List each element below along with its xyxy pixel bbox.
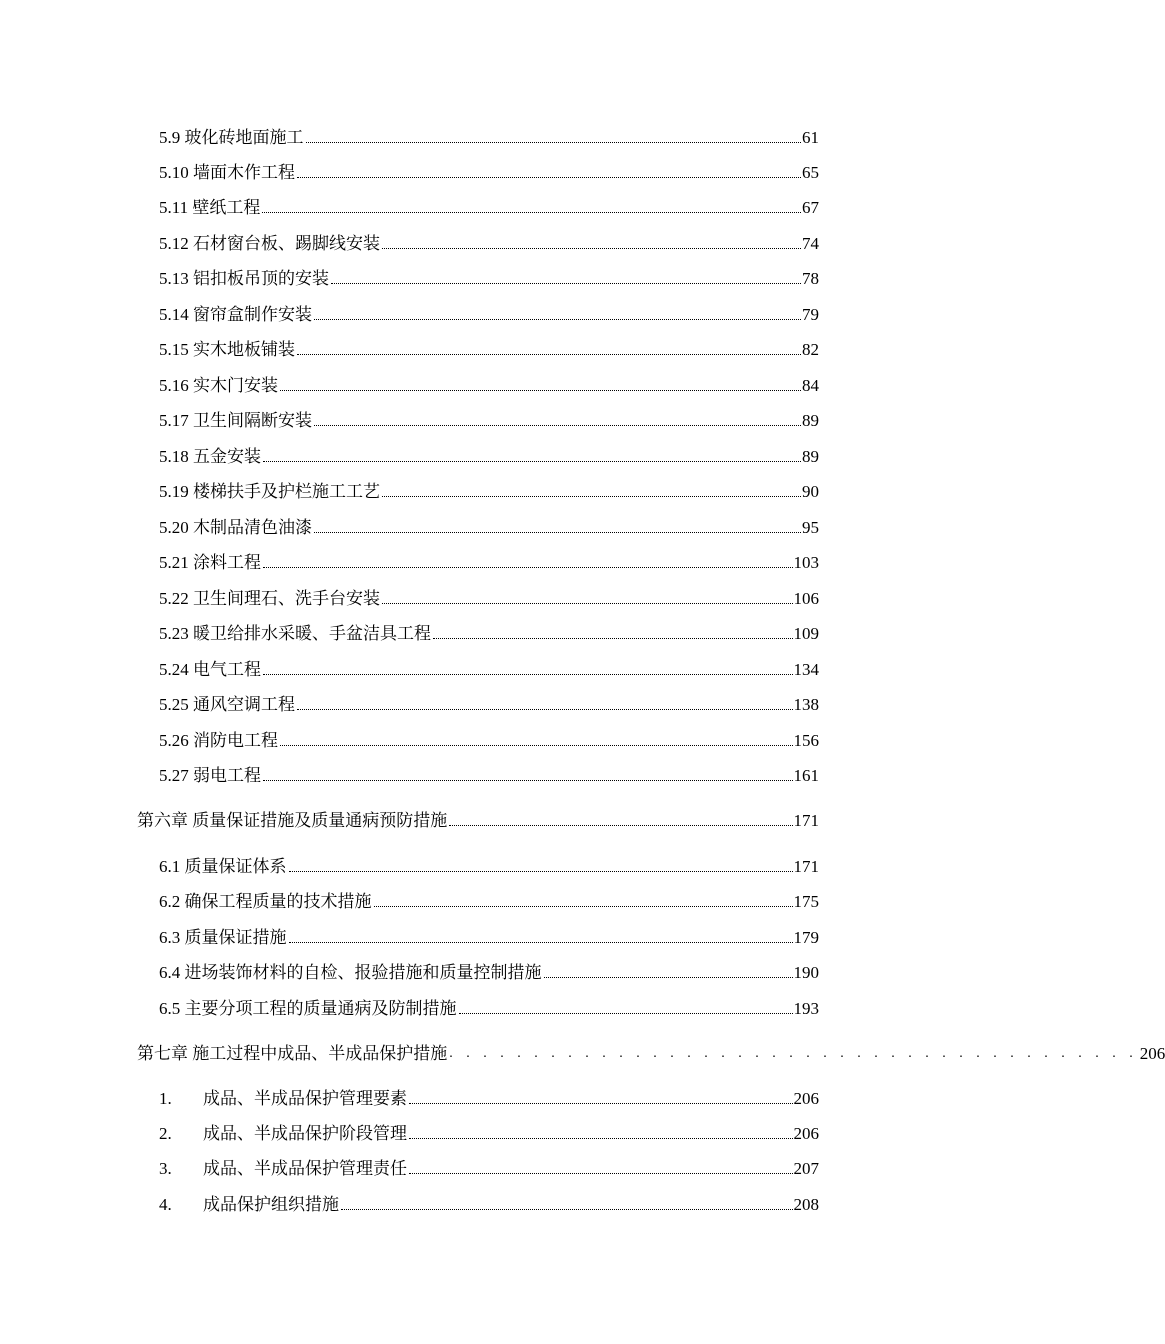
toc-entry-title: 5.17 卫生间隔断安装 <box>159 411 312 430</box>
toc-entry-number: 3. <box>159 1159 172 1178</box>
toc-entry-page: 103 <box>793 553 819 572</box>
toc-entry-title: 5.23 暖卫给排水采暖、手盆洁具工程 <box>159 624 431 643</box>
toc-entry-page: 67 <box>802 198 819 217</box>
toc-dot-leader <box>374 905 793 907</box>
toc-entry-number: 4. <box>159 1195 172 1214</box>
toc-chapter-title: 第七章 施工过程中成品、半成品保护措施 <box>137 1044 448 1063</box>
toc-entry-title: 成品、半成品保护阶段管理 <box>203 1124 407 1143</box>
toc-entry-page: 84 <box>802 376 819 395</box>
toc-entry-page: 208 <box>793 1195 819 1214</box>
toc-entry[interactable] <box>159 1087 819 1109</box>
toc-entry-page: 138 <box>793 695 819 714</box>
toc-dot-leader <box>297 176 801 178</box>
toc-chapter-title: 第六章 质量保证措施及质量通病预防措施 <box>137 811 448 830</box>
toc-entry-title: 成品、半成品保护管理责任 <box>203 1159 407 1178</box>
toc-entry[interactable] <box>159 693 819 715</box>
toc-entry-page: 82 <box>802 340 819 359</box>
toc-dot-leader <box>341 1208 793 1210</box>
toc-dot-leader <box>314 318 801 320</box>
toc-entry-title: 5.12 石材窗台板、踢脚线安装 <box>159 234 380 253</box>
toc-entry-page: 175 <box>793 892 819 911</box>
toc-dot-leader <box>544 976 793 978</box>
toc-entry-title: 5.16 实木门安装 <box>159 376 278 395</box>
toc-entry-title: 5.20 木制品清色油漆 <box>159 518 312 537</box>
toc-entry[interactable] <box>159 516 819 538</box>
toc-entry-title: 5.24 电气工程 <box>159 660 261 679</box>
toc-entry-title: 成品保护组织措施 <box>203 1195 339 1214</box>
toc-dot-leader <box>409 1137 793 1139</box>
toc-entry-title: 5.27 弱电工程 <box>159 766 261 785</box>
toc-dot-leader <box>280 389 801 391</box>
toc-entry-title: 6.5 主要分项工程的质量通病及防制措施 <box>159 999 457 1018</box>
toc-entry-title: 6.1 质量保证体系 <box>159 857 287 876</box>
toc-entry-title: 5.13 铝扣板吊顶的安装 <box>159 269 329 288</box>
toc-entry[interactable] <box>159 729 819 751</box>
toc-entry-page: 156 <box>793 731 819 750</box>
toc-entry[interactable] <box>159 445 819 467</box>
toc-chapter-page: 171 <box>793 811 819 830</box>
toc-entry-title: 6.2 确保工程质量的技术措施 <box>159 892 372 911</box>
toc-dot-leader <box>280 744 793 746</box>
toc-entry-title: 5.11 壁纸工程 <box>159 198 261 217</box>
toc-entry-title: 5.19 楼梯扶手及护栏施工工艺 <box>159 482 380 501</box>
toc-entry[interactable] <box>159 161 819 183</box>
toc-dot-leader <box>382 495 801 497</box>
toc-dot-leader <box>289 870 793 872</box>
toc-entry[interactable] <box>159 480 819 502</box>
toc-chapter-6[interactable] <box>137 809 819 831</box>
toc-entry-title: 5.26 消防电工程 <box>159 731 278 750</box>
toc-dot-leader <box>459 1012 793 1014</box>
toc-entry-page: 106 <box>793 589 819 608</box>
toc-dot-leader <box>297 353 801 355</box>
toc-chapter-page: 206 <box>1139 1044 1165 1063</box>
toc-dot-leader <box>314 531 801 533</box>
toc-entry-page: 193 <box>793 999 819 1018</box>
toc-entry-title: 6.4 进场装饰材料的自检、报验措施和质量控制措施 <box>159 963 542 982</box>
toc-dot-leader <box>263 566 793 568</box>
toc-dot-leader <box>331 282 801 284</box>
toc-chapter-7[interactable] <box>137 1042 1165 1064</box>
toc-entry[interactable] <box>159 622 819 644</box>
toc-entry-page: 90 <box>802 482 819 501</box>
toc-entry-page: 206 <box>793 1124 819 1143</box>
toc-entry[interactable] <box>159 890 819 912</box>
toc-entry[interactable] <box>159 764 819 786</box>
toc-entry-page: 206 <box>793 1089 819 1108</box>
toc-entry[interactable] <box>159 961 819 983</box>
toc-entry-number: 1. <box>159 1089 172 1108</box>
toc-dot-leader <box>382 602 793 604</box>
toc-entry[interactable] <box>159 338 819 360</box>
toc-dot-leader <box>263 779 793 781</box>
toc-dot-leader <box>382 247 801 249</box>
toc-entry-page: 207 <box>793 1159 819 1178</box>
toc-entry-page: 78 <box>802 269 819 288</box>
toc-entry-number: 2. <box>159 1124 172 1143</box>
toc-entry[interactable] <box>159 126 819 148</box>
toc-entry[interactable] <box>159 926 819 948</box>
toc-dot-leader: . . . . . . . . . . . . . . . . . . . . . . . . . . . . . . . . . . . . . . . . . <box>449 1046 1138 1061</box>
toc-dot-leader <box>314 424 801 426</box>
toc-dot-leader <box>262 211 801 213</box>
toc-entry[interactable] <box>159 303 819 325</box>
toc-entry-page: 109 <box>793 624 819 643</box>
toc-entry-page: 179 <box>793 928 819 947</box>
toc-entry[interactable] <box>159 658 819 680</box>
toc-entry[interactable] <box>159 587 819 609</box>
toc-dot-leader <box>409 1102 793 1104</box>
toc-dot-leader <box>306 141 802 143</box>
toc-entry-title: 5.10 墙面木作工程 <box>159 163 295 182</box>
toc-entry[interactable] <box>159 855 819 877</box>
toc-entry[interactable] <box>159 551 819 573</box>
toc-entry-title: 5.22 卫生间理石、洗手台安装 <box>159 589 380 608</box>
toc-entry[interactable] <box>159 1157 819 1179</box>
toc-entry-page: 161 <box>793 766 819 785</box>
toc-entry-page: 74 <box>802 234 819 253</box>
toc-entry-title: 5.18 五金安装 <box>159 447 261 466</box>
toc-entry-title: 5.25 通风空调工程 <box>159 695 295 714</box>
toc-entry-page: 89 <box>802 411 819 430</box>
toc-entry[interactable] <box>159 1193 819 1215</box>
toc-entry-title: 5.14 窗帘盒制作安装 <box>159 305 312 324</box>
toc-dot-leader <box>449 824 792 826</box>
toc-entry-page: 95 <box>802 518 819 537</box>
toc-entry[interactable] <box>159 196 819 218</box>
toc-entry[interactable] <box>159 1122 819 1144</box>
toc-entry-title: 5.21 涂料工程 <box>159 553 261 572</box>
toc-entry-title: 成品、半成品保护管理要素 <box>203 1089 407 1108</box>
toc-entry[interactable] <box>159 374 819 396</box>
toc-entry[interactable] <box>159 997 819 1019</box>
toc-entry[interactable] <box>159 232 819 254</box>
toc-entry-page: 79 <box>802 305 819 324</box>
toc-dot-leader <box>433 637 793 639</box>
toc-entry-page: 190 <box>793 963 819 982</box>
toc-entry-title: 5.9 玻化砖地面施工 <box>159 128 304 147</box>
toc-entry-page: 89 <box>802 447 819 466</box>
toc-entry-title: 6.3 质量保证措施 <box>159 928 287 947</box>
toc-entry-page: 61 <box>802 128 819 147</box>
toc-entry-page: 171 <box>793 857 819 876</box>
toc-entry-title: 5.15 实木地板铺装 <box>159 340 295 359</box>
toc-dot-leader <box>263 673 793 675</box>
toc-dot-leader <box>289 941 793 943</box>
toc-entry-page: 134 <box>793 660 819 679</box>
toc-dot-leader <box>263 460 801 462</box>
toc-entry[interactable] <box>159 409 819 431</box>
toc-dot-leader <box>297 708 793 710</box>
toc-entry[interactable] <box>159 267 819 289</box>
toc-dot-leader <box>409 1172 793 1174</box>
toc-entry-page: 65 <box>802 163 819 182</box>
